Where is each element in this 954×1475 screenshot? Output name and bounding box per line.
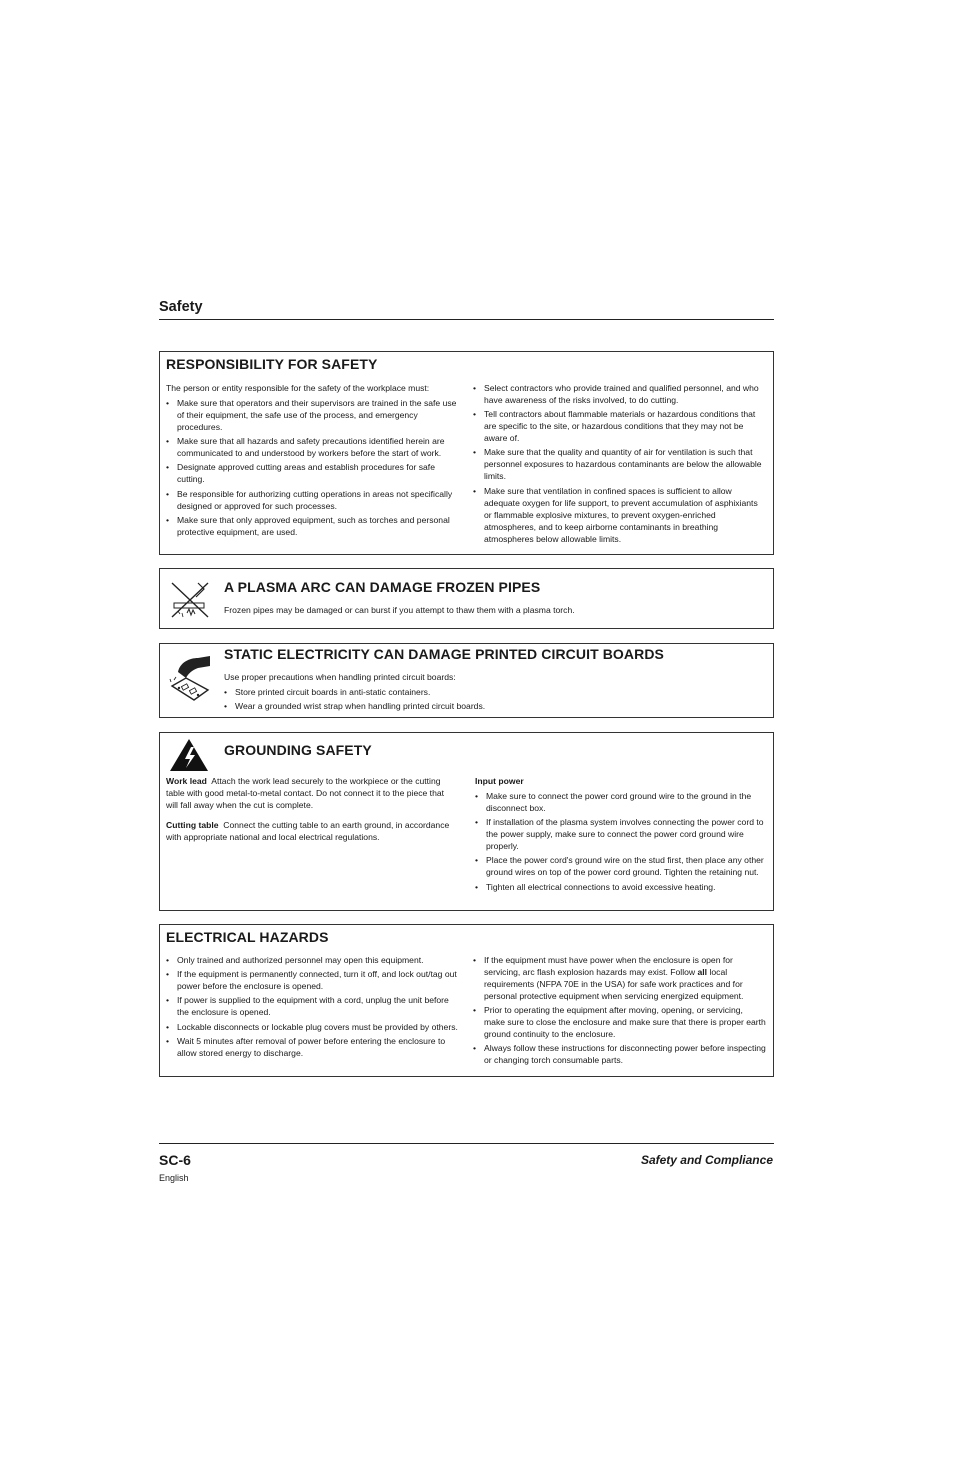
list-item: • Make sure to connect the power cord ground wire to the ground in the disconnect box. xyxy=(475,790,766,814)
work-lead-text: Attach the work lead securely to the workpiece or the cutting table with good metal-to-metal contact. Do not connect it to the piece that will fall away when the cut is complete. xyxy=(166,776,445,810)
frozen-pipes-box xyxy=(159,568,774,629)
list-item: • Designate approved cutting areas and establish procedures for safe cutting. xyxy=(166,461,460,485)
cutting-table-label: Cutting table xyxy=(166,820,219,830)
list-item: • Only trained and authorized personnel may open this equipment. xyxy=(166,954,460,966)
list-item: • If power is supplied to the equipment with a cord, unplug the unit before the enclosure is opened. xyxy=(166,994,460,1018)
grounding-title: GROUNDING SAFETY xyxy=(224,742,372,758)
cutting-table-text: Connect the cutting table to an earth ground, in accordance with appropriate national and local electrical regulations. xyxy=(166,820,450,842)
electrical-box xyxy=(159,924,774,1077)
electrical-title: ELECTRICAL HAZARDS xyxy=(166,929,329,945)
responsibility-right-column xyxy=(473,382,765,547)
static-title: STATIC ELECTRICITY CAN DAMAGE PRINTED CIRCUIT BOARDS xyxy=(224,646,664,662)
list-item: • Always follow these instructions for disconnecting power before inspecting or changing torch consumable parts. xyxy=(473,1042,766,1066)
responsibility-intro: The person or entity responsible for the safety of the workplace must: xyxy=(166,383,430,393)
list-item: • Tighten all electrical connections to avoid excessive heating. xyxy=(475,881,766,893)
electrical-warning-icon xyxy=(168,737,210,778)
responsibility-title: RESPONSIBILITY FOR SAFETY xyxy=(166,356,378,372)
list-item: • Make sure that all hazards and safety precautions identified herein are communicated to and understood by workers before the start of work. xyxy=(166,435,460,459)
work-lead-paragraph xyxy=(166,775,452,811)
list-item: • Make sure that only approved equipment, such as torches and personal protective equipment, are used. xyxy=(166,514,460,538)
grounding-left-column xyxy=(166,775,452,843)
arc-flash-text-start: If the equipment must have power when the enclosure is open for servicing, arc flash explosion hazards may exist. Follow xyxy=(484,955,733,977)
list-item: • Make sure that ventilation in confined spaces is sufficient to allow adequate oxygen for life support, to prevent accumulation of asphixiants or flammable explosive mixtures, to prevent oxygen-enriched atmospheres, and to keep airborne contaminants in breathing atmospheres below allowable limits. xyxy=(473,485,765,545)
list-item: • Prior to operating the equipment after moving, opening, or servicing, make sure to close the enclosure and make sure that there is proper earth ground continuity to the enclosure. xyxy=(473,1004,766,1040)
frozen-pipes-text: Frozen pipes may be damaged or can burst if you attempt to thaw them with a plasma torch. xyxy=(224,605,575,615)
list-item: • If installation of the plasma system involves connecting the power cord to the power supply, make sure to connect the power cord ground wire properly. xyxy=(475,816,766,852)
page-number: SC-6 xyxy=(159,1152,191,1168)
list-item: • Place the power cord's ground wire on the stud first, then place any other ground wires on top of the power cord ground. Tighten the retaining nut. xyxy=(475,854,766,878)
language-label: English xyxy=(159,1173,189,1183)
list-item xyxy=(473,954,766,1002)
arc-flash-text-bold: all xyxy=(697,967,708,977)
responsibility-left-column xyxy=(166,382,460,540)
list-item: • Make sure that the quality and quantity of air for ventilation is such that personnel exposures to hazardous contaminants are below the allowable limits. xyxy=(473,446,765,482)
static-box xyxy=(159,643,774,718)
header-rule xyxy=(159,319,774,320)
list-item: • Select contractors who provide trained and qualified personnel, and who have awareness of the risks involved, to do cutting. xyxy=(473,382,765,406)
frozen-pipes-title: A PLASMA ARC CAN DAMAGE FROZEN PIPES xyxy=(224,579,541,595)
list-item: • If the equipment is permanently connected, turn it off, and lock out/tag out power before the enclosure is opened. xyxy=(166,968,460,992)
list-item: • Wait 5 minutes after removal of power before entering the enclosure to allow stored energy to discharge. xyxy=(166,1035,460,1059)
input-power-label: Input power xyxy=(475,776,524,786)
list-item: • Lockable disconnects or lockable plug covers must be provided by others. xyxy=(166,1021,460,1033)
grounding-right-column xyxy=(475,775,766,895)
list-item: • Tell contractors about flammable materials or hazardous conditions that are specific to the site, or hazardous conditions that they may not be aware of. xyxy=(473,408,765,444)
no-thaw-frozen-pipes-icon xyxy=(168,577,212,628)
section-title: Safety xyxy=(159,299,203,315)
electrical-right-column xyxy=(473,954,766,1069)
static-body xyxy=(224,671,764,714)
responsibility-box xyxy=(159,351,774,555)
document-title: Safety and Compliance xyxy=(640,1153,773,1167)
list-item: • Wear a grounded wrist strap when handling printed circuit boards. xyxy=(224,700,764,712)
static-intro: Use proper precautions when handling printed circuit boards: xyxy=(224,672,456,682)
list-item: • Store printed circuit boards in anti-static containers. xyxy=(224,686,764,698)
work-lead-label: Work lead xyxy=(166,776,207,786)
grounding-box xyxy=(159,732,774,911)
footer-rule xyxy=(159,1143,774,1144)
arc-flash-text-end: local requirements (NFPA 70E in the USA) for safe work practices and for personal protective equipment when servicing energized equipment. xyxy=(484,967,744,1001)
static-hand-circuit-board-icon xyxy=(168,652,214,709)
list-item: • Make sure that operators and their supervisors are trained in the safe use of their equipment, the safe use of the process, and emergency procedures. xyxy=(166,397,460,433)
cutting-table-paragraph xyxy=(166,819,452,843)
list-item: • Be responsible for authorizing cutting operations in areas not specifically designed or approved for such processes. xyxy=(166,488,460,512)
electrical-left-column xyxy=(166,954,460,1061)
